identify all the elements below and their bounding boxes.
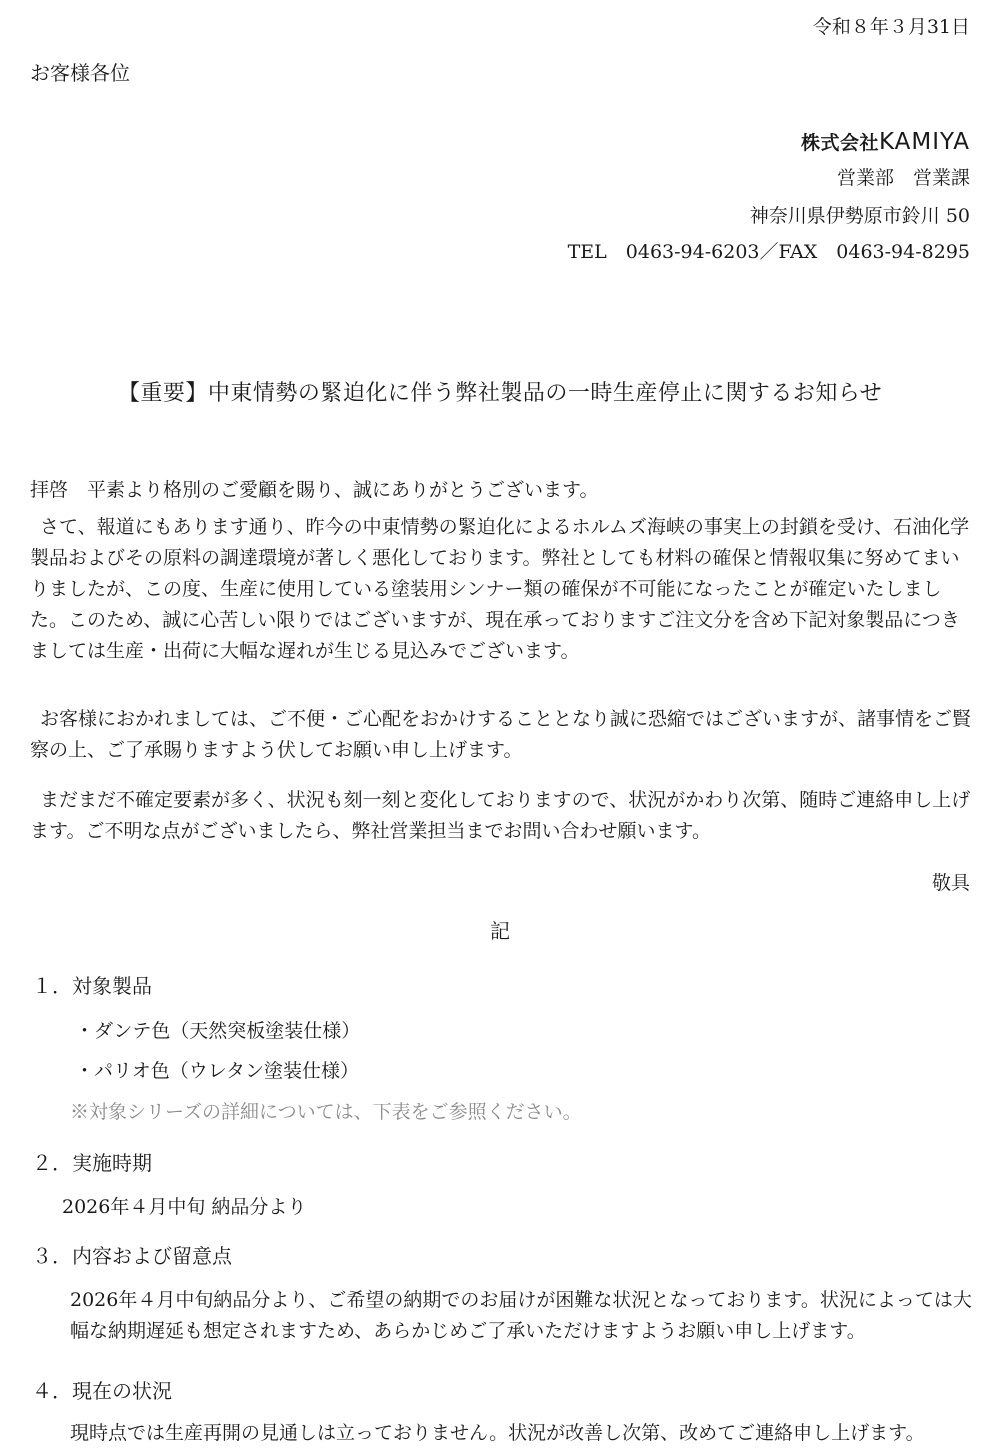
section-heading-products: １．対象製品 bbox=[32, 974, 152, 998]
recipient: お客様各位 bbox=[30, 61, 130, 85]
closing: 敬具 bbox=[931, 872, 970, 894]
product-item: ・ダンテ色（天然突板塗装仕様） bbox=[75, 1020, 361, 1042]
section-heading-status: ４．現在の状況 bbox=[32, 1379, 172, 1403]
sender-phone: TEL 0463-94-6203／FAX 0463-94-8295 bbox=[567, 241, 970, 263]
body-paragraph: まだまだ不確定要素が多く、状況も刻一刻と変化しておりますので、状況がかわり次第、随時ご連絡申し上げます。ご不明な点がございましたら、弊社営業担当までお問い合わせ願います。 bbox=[30, 789, 971, 842]
details-text: 2026年４月中旬納品分より、ご希望の納期でのお届けが困難な状況となっております。状況によっては大幅な納期遅延も想定されますため、あらかじめご了承いただけますようお願い申し上げます。 bbox=[70, 1289, 972, 1342]
period-text: 2026年４月中旬 納品分より bbox=[62, 1196, 307, 1218]
sender-address: 神奈川県伊勢原市鈴川 50 bbox=[749, 205, 970, 227]
sender-department: 営業部 営業課 bbox=[836, 167, 970, 189]
company-brand: KAMIYA bbox=[878, 129, 970, 155]
product-item: ・パリオ色（ウレタン塗装仕様） bbox=[75, 1060, 360, 1082]
ki-heading: 記 bbox=[490, 919, 510, 943]
status-text: 現時点では生産再開の見通しは立っておりません。状況が改善し次第、改めてご連絡申し上げます。 bbox=[70, 1422, 925, 1444]
body-paragraph: お客様におかれましては、ご不便・ご心配をおかけすることとなり誠に恐縮ではございますが、諸事情をご賢察の上、ご了承賜りますよう伏してお願い申し上げます。 bbox=[30, 708, 972, 761]
section-heading-details: ３．内容および留意点 bbox=[32, 1244, 232, 1268]
document-title: 【重要】中東情勢の緊迫化に伴う弊社製品の一時生産停止に関するお知らせ bbox=[117, 381, 883, 406]
section-heading-period: ２．実施時期 bbox=[32, 1151, 152, 1175]
greeting: 拝啓 平素より格別のご愛顧を賜り、誠にありがとうございます。 bbox=[30, 479, 599, 501]
sender-company bbox=[801, 128, 970, 155]
body-paragraph: さて、報道にもあります通り、昨今の中東情勢の緊迫化によるホルムズ海峡の事実上の封鎖を受け、石油化学製品およびその原料の調達環境が著しく悪化しております。弊社としても材料の確保と情報収集に努めてまいりましたが、この度、生産に使用している塗装用シンナー類の確保が不可能になったことが確定いたしました。このため、誠に心苦しい限りではございますが、現在承っておりますご注文分を含め下記対象製品につきましては生産・出荷に大幅な遅れが生じる見込みでございます。 bbox=[30, 516, 970, 662]
document-date: 令和８年３月31日 bbox=[812, 16, 970, 38]
company-prefix: 株式会社 bbox=[800, 132, 879, 154]
product-note: ※対象シリーズの詳細については、下表をご参照ください。 bbox=[70, 1101, 582, 1123]
